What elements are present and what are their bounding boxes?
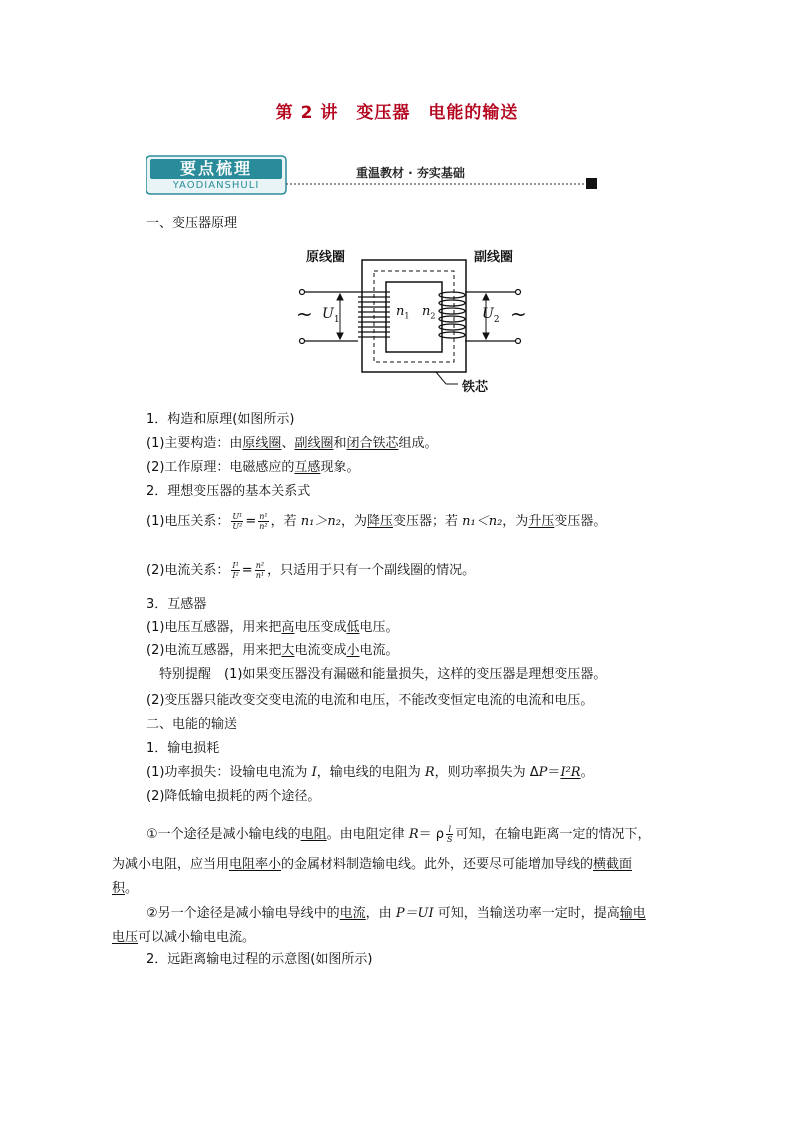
item2-heading: 2．理想变压器的基本关系式 — [146, 484, 311, 499]
transformer-figure — [286, 240, 538, 400]
section1-heading: 一、变压器原理 — [146, 216, 238, 231]
current-frac-right: $\frac{\text{n²}}{\text{n¹}}$ — [255, 561, 265, 580]
secondary-coil-label: 副线圈 — [474, 250, 514, 265]
item1-heading: 1．构造和原理(如图所示) — [146, 412, 295, 427]
resistance-frac: $\frac{l}{S}$ — [447, 825, 453, 844]
page-title: 第 2 讲 变压器 电能的输送 — [275, 103, 519, 123]
path2-line1: ②另一个途径是减小输电导线中的电流，由 P＝UI 可知，当输送功率一定时，提高输电 — [146, 906, 646, 921]
path2-line2: 电压可以减小输电电流。 — [112, 930, 256, 945]
reduce-loss-line: (2)降低输电损耗的两个途径。 — [146, 789, 321, 804]
voltage-frac-left: $\frac{\text{U¹}}{\text{U²}}$ — [232, 512, 243, 531]
current-relation: (2)电流关系： $\frac{\text{I¹}}{\text{I²}}$ = $\frac{\text{n²}}{\text{n¹}}$ ，只适用于只有一个副线圈的情况。 — [146, 561, 476, 580]
power-loss-line: (1)功率损失：设输电电流为 I，输电线的电阻为 R，则功率损失为 ΔP＝I²R。 — [146, 765, 594, 780]
current-frac-left: $\frac{\text{I¹}}{\text{I²}}$ — [232, 561, 239, 580]
banner-heading: 要点梳理 — [179, 159, 252, 178]
ac-symbol-right: ~ — [510, 302, 527, 326]
item3-line2: (2)电流互感器，用来把大电流变成小电流。 — [146, 643, 399, 658]
ac-symbol-left: ~ — [296, 302, 313, 326]
voltage-relation: (1)电压关系： $\frac{\text{U¹}}{\text{U²}}$ = $\frac{\text{n¹}}{\text{n²}}$ ，若 n₁＞n₂，为降压变压器；若 n₁＜n₂，为升压变压器。 — [146, 512, 607, 531]
section2-item1-heading: 1．输电损耗 — [146, 741, 220, 756]
item1-line1: (1)主要构造：由原线圈、副线圈和闭合铁芯组成。 — [146, 436, 438, 451]
n1-label: $n_1$ — [396, 304, 410, 321]
banner-tagline: 重温教材 · 夯实基础 — [352, 164, 469, 181]
u1-label: $U_1$ — [322, 306, 340, 325]
item3-heading: 3．互感器 — [146, 597, 207, 612]
core-label: 铁芯 — [462, 380, 489, 395]
item3-line1: (1)电压互感器，用来把高电压变成低电压。 — [146, 620, 399, 635]
path1-line3: 积。 — [112, 881, 139, 896]
path1-line2: 为减小电阻，应当用电阻率小的金属材料制造输电线。此外，还要尽可能增加导线的横截面 — [112, 857, 633, 872]
banner-pinyin: YAODIANSHULI — [172, 180, 260, 191]
tip-line2: (2)变压器只能改变交变电流的电流和电压，不能改变恒定电流的电流和电压。 — [146, 693, 594, 708]
primary-coil-label: 原线圈 — [306, 250, 346, 265]
section-banner — [146, 154, 598, 196]
u2-label: $U_2$ — [482, 306, 500, 325]
n2-label: $n_2$ — [422, 304, 436, 321]
voltage-frac-right: $\frac{\text{n¹}}{\text{n²}}$ — [259, 512, 268, 531]
section2-heading: 二、电能的输送 — [146, 717, 238, 732]
tip-line1: 特别提醒 (1)如果变压器没有漏磁和能量损失，这样的变压器是理想变压器。 — [146, 667, 607, 682]
item1-line2: (2)工作原理：电磁感应的互感现象。 — [146, 460, 360, 475]
path1-line1: ①一个途径是减小输电线的电阻。由电阻定律 R＝ ρ $\frac{l}{S}$ 可知，在输电距离一定的情况下， — [146, 825, 651, 844]
section2-item2-heading: 2．远距离输电过程的示意图(如图所示) — [146, 952, 373, 967]
